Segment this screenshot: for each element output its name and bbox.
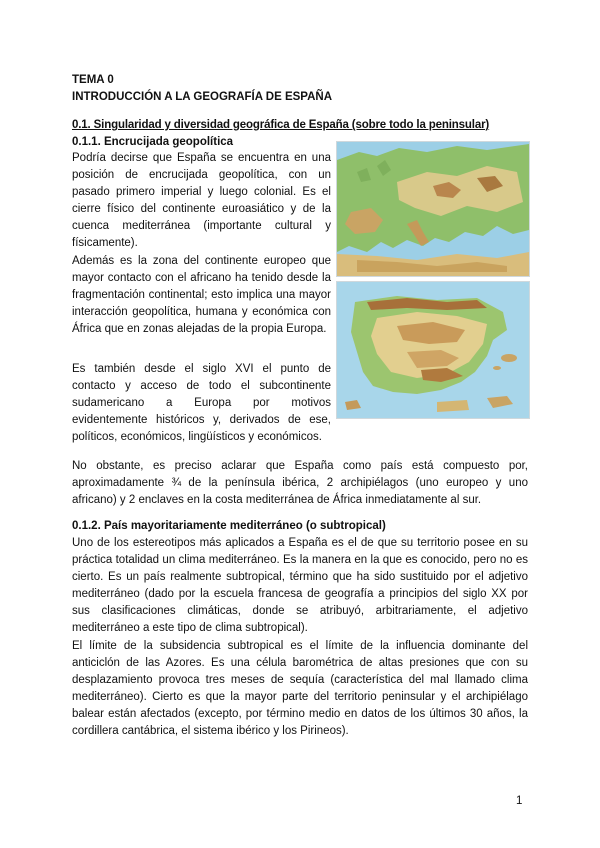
paragraph-africa-contact: Además es la zona del continente europeo que mayor contacto con el africano ha tenido desde la fragmentación continental; esto implica una mayor interacción geopolítica, humana y económica con África que en zonas alejadas de la propia Europa. bbox=[72, 255, 331, 335]
page-number: 1 bbox=[516, 795, 523, 807]
topic-number: TEMA 0 bbox=[72, 74, 114, 86]
paragraph-stereotype: Uno de los estereotipos más aplicados a España es el de que su territorio posee en su práctica totalidad un clima mediterráneo. Es la manera en la que es conocido, pero no es cierto. Es un país realmente subtropical, término que ha sido sustituido por el adjetivo mediterráneo (dado por la escuela francesa de geografía a principios del siglo XX por sus clasificaciones climáticas, donde se atribuyó, arbitrariamente, el adjetivo mediterráneo a este tipo de clima subtropical). bbox=[72, 537, 528, 634]
section-heading: 0.1. Singularidad y diversidad geográfica de España (sobre todo la peninsular) bbox=[72, 119, 490, 131]
paragraph-south-america: Es también desde el siglo XVI el punto de contacto y acceso de todo el subcontinente sudamericano a Europa por motivos evidentemente históricos y, derivados de ese, políticos, económicos, lingüísticos y económicos. bbox=[72, 363, 331, 443]
subsection-heading-climate: 0.1.2. País mayoritariamente mediterráneo (o subtropical) bbox=[72, 520, 386, 532]
paragraph-crossroads: Podría decirse que España se encuentra en una posición de encrucijada geopolítica, con un pasado primero imperial y luego colonial. Es el cierre físico del continente euroasiático y de la cuenca mediterránea (importante cultural y físicamente). bbox=[72, 152, 331, 249]
subsection-heading-geopolitics: 0.1.1. Encrucijada geopolítica bbox=[72, 136, 234, 148]
paragraph-territory: No obstante, es preciso aclarar que España como país está compuesto por, aproximadamente ¾ de la península ibérica, 2 archipiélagos (uno europeo y uno africano) y 2 enclaves en la costa mediterránea de África inmediatamente al sur. bbox=[72, 460, 528, 506]
paragraph-azores: El límite de la subsidencia subtropical es el límite de la influencia dominante del anticiclón de las Azores. Es una célula barométrica de altas presiones que con su desplazamiento provoca tres meses de sequía (característica del mal llamado clima mediterráneo). Cierto es que la mayor parte del territorio peninsular y el archipiélago balear están afectados (excepto, por término medio en datos de los últimos 30 años, la cordillera cantábrica, el sistema ibérico y los Pirineos). bbox=[72, 640, 528, 737]
iberia-physical-map-icon bbox=[337, 282, 529, 418]
europe-physical-map-image bbox=[336, 141, 530, 277]
europe-physical-map-icon bbox=[337, 142, 529, 276]
iberia-physical-map-image bbox=[336, 281, 530, 419]
document-title: INTRODUCCIÓN A LA GEOGRAFÍA DE ESPAÑA bbox=[72, 91, 333, 103]
